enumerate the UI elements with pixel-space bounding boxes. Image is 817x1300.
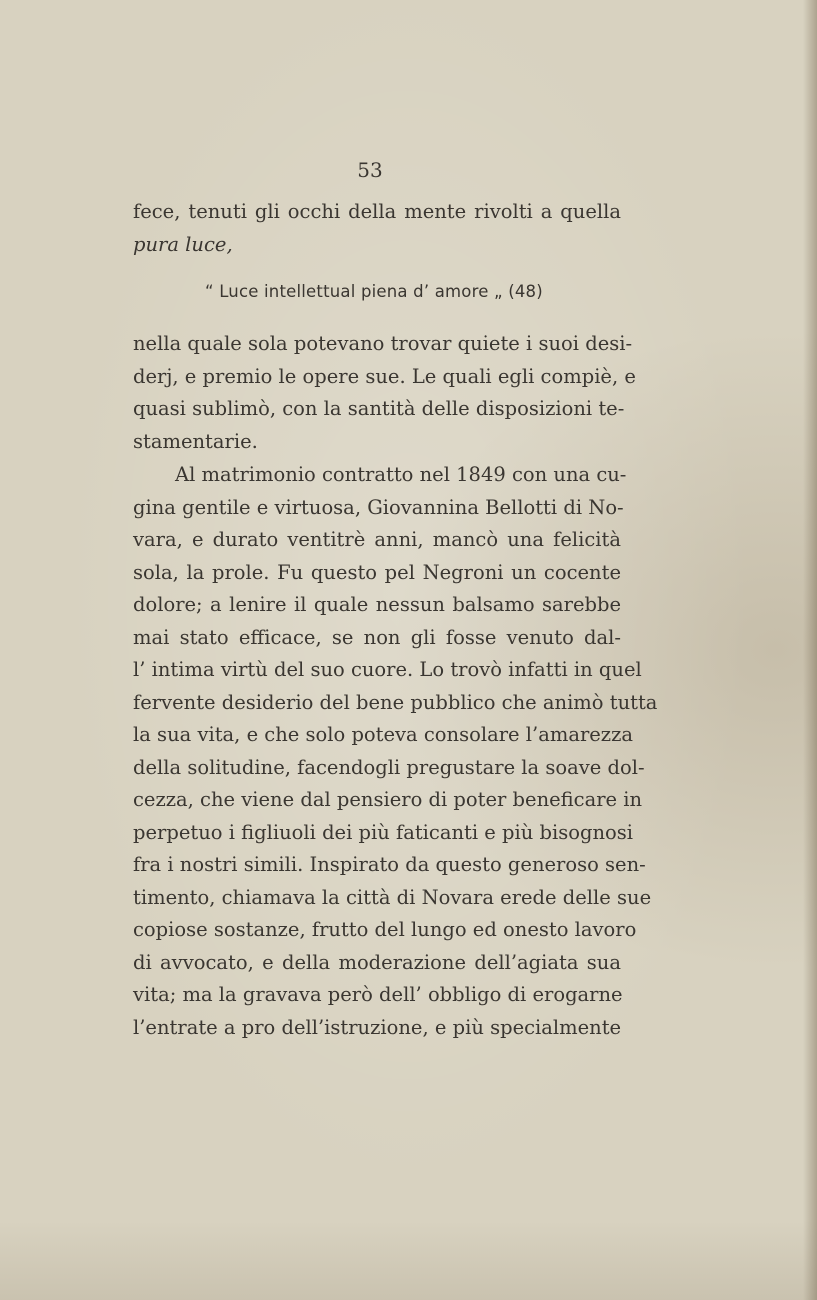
text-line: cezza, che viene dal pensiero di poter beneficare in bbox=[133, 788, 643, 811]
text-line: mai stato efficace, se non gli fosse venuto dal- bbox=[133, 625, 621, 649]
text-line: vara, e durato ventitrè anni, mancò una felicità bbox=[133, 528, 621, 551]
text-line: vita; ma la gravava però dell’ obbligo di erogarne bbox=[133, 983, 623, 1006]
text-line: nella quale sola potevano trovar quiete i suoi desi- bbox=[133, 332, 633, 355]
page-edge-shadow bbox=[803, 0, 817, 1300]
text-line: derj, e premio le opere sue. Le quali egli compiè, e bbox=[133, 364, 636, 388]
text-line: fece, tenuti gli occhi della mente rivolti a quella bbox=[133, 200, 621, 223]
paragraph-continuation bbox=[133, 196, 621, 261]
paragraph-1 bbox=[133, 328, 636, 458]
dante-quotation: “ Luce intellettual piena d’ amore „ (48) bbox=[205, 282, 543, 301]
text-line: fra i nostri simili. Inspirato da questo generoso sen- bbox=[133, 853, 646, 876]
text-line: stamentarie. bbox=[133, 429, 258, 453]
text-line: sola, la prole. Fu questo pel Negroni un cocente bbox=[133, 560, 621, 584]
text-line: l’entrate a pro dell’istruzione, e più specialmente bbox=[133, 1015, 622, 1039]
text-line: dolore; a lenire il quale nessun balsamo sarebbe bbox=[133, 593, 621, 616]
text-line: copiose sostanze, frutto del lungo ed onesto lavoro bbox=[133, 918, 637, 941]
text-line: timento, chiamava la città di Novara erede delle sue bbox=[133, 885, 652, 909]
text-line: fervente desiderio del bene pubblico che animò tutta bbox=[133, 690, 658, 714]
text-line: l’ intima virtù del suo cuore. Lo trovò infatti in quel bbox=[133, 658, 642, 681]
text-line: di avvocato, e della moderazione dell’agiata sua bbox=[133, 950, 621, 974]
text-line: della solitudine, facendogli pregustare la soave dol- bbox=[133, 755, 645, 779]
text-line: perpetuo i figliuoli dei più faticanti e più bisognosi bbox=[133, 820, 634, 844]
page-number: 53 bbox=[357, 158, 383, 182]
paragraph-2 bbox=[133, 459, 658, 1044]
text-line: la sua vita, e che solo poteva consolare l’amarezza bbox=[133, 723, 633, 746]
text-line: Al matrimonio contratto nel 1849 con una cu- bbox=[175, 463, 627, 486]
text-line: gina gentile e virtuosa, Giovannina Bellotti di No- bbox=[133, 495, 624, 519]
text-line-italic: pura luce, bbox=[133, 232, 233, 256]
text-line: quasi sublimò, con la santità delle disposizioni te- bbox=[133, 397, 625, 420]
page-bottom-shading bbox=[0, 1220, 817, 1300]
